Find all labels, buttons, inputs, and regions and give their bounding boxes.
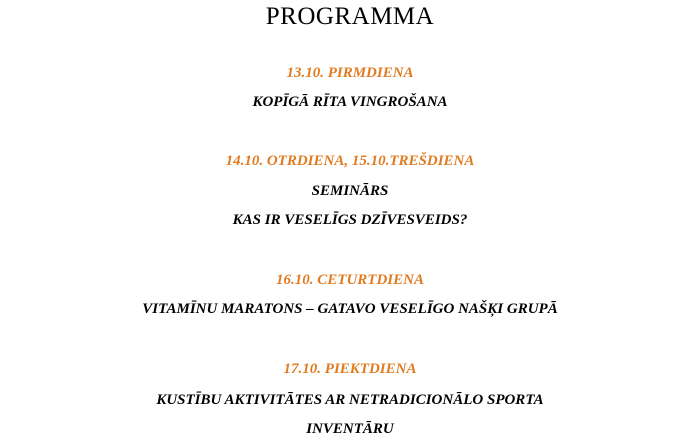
event-movement-activities-cont: INVENTĀRU (306, 421, 394, 437)
event-movement-activities: KUSTĪBU AKTIVITĀTES AR NETRADICIONĀLO SPORTA (156, 392, 544, 408)
page-title: PROGRAMMA (265, 3, 435, 30)
day-heading-thursday: 16.10. CETURTDIENA (276, 272, 424, 288)
day-heading-friday: 17.10. PIEKTDIENA (283, 361, 417, 377)
event-vitamin-marathon: VITAMĪNU MARATONS – GATAVO VESELĪGO NAŠĶI GRUPĀ (142, 301, 558, 317)
event-seminar-topic: KAS IR VESELĪGS DZĪVESVEIDS? (232, 212, 468, 228)
day-heading-monday: 13.10. PIRMDIENA (286, 65, 414, 81)
event-morning-exercise: KOPĪGĀ RĪTA VINGROŠANA (252, 94, 448, 110)
day-heading-tuesday-wednesday: 14.10. OTRDIENA, 15.10.TREŠDIENA (225, 153, 475, 169)
event-seminar: SEMINĀRS (311, 183, 389, 199)
